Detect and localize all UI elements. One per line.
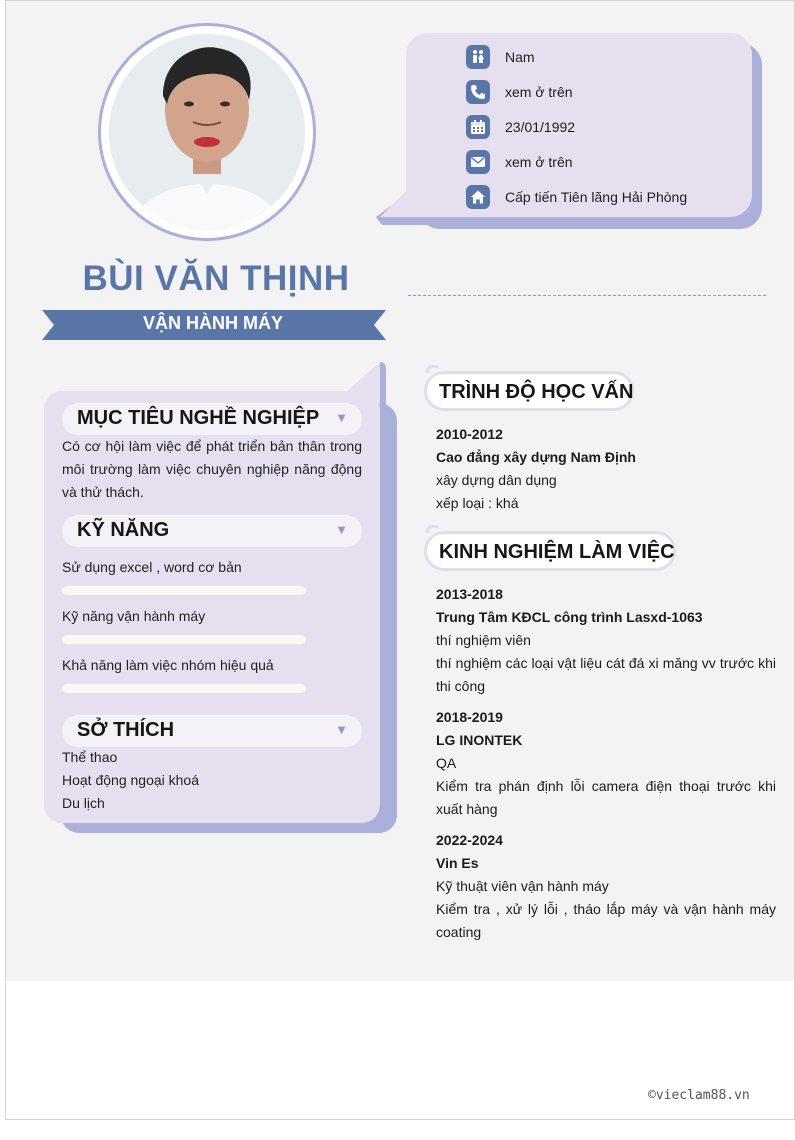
experience-company: LG INONTEK [436,732,523,748]
hobby-item: Thể thao [62,749,118,765]
phone-value: xem ở trên [505,84,573,100]
mail-icon [466,150,490,174]
skill-name: Kỹ năng vận hành máy [62,608,206,624]
objective-text: Có cơ hội làm việc để phát triển bản thân trong môi trường làm việc chuyên nghiệp năng động và thử thách. [62,438,362,500]
gender-icon [466,45,490,69]
experience-role: QA [436,755,457,771]
experience-company: Vin Es [436,855,479,871]
skill-bar [62,586,306,595]
gender-value: Nam [505,49,535,65]
skill-bar [62,684,306,693]
experience-description: Kiểm tra phán định lỗi camera điện thoại trước khi xuất hàng [436,778,776,817]
experience-period: 2018-2019 [436,709,503,725]
skill-name: Sử dụng excel , word cơ bản [62,559,242,575]
hobbies-header [62,715,362,747]
address-value: Cấp tiến Tiên lãng Hải Phòng [505,189,688,205]
experience-title: KINH NGHIỆM LÀM VIỆC [439,541,675,563]
triangle-down-icon: ▼ [335,410,348,425]
education-grade: xếp loại : khá [436,495,519,511]
calendar-icon [466,115,490,139]
avatar [109,34,305,230]
birthday-value: 23/01/1992 [505,119,576,135]
experience-period: 2013-2018 [436,586,503,602]
home-icon [466,185,490,209]
phone-icon [466,80,490,104]
skill-name: Khả năng làm việc nhóm hiệu quả [62,657,274,673]
candidate-name: BÙI VĂN THỊNH [82,259,350,298]
contact-address [466,185,687,209]
contact-gender [466,45,535,69]
position-title: VẬN HÀNH MÁY [142,313,283,333]
watermark: ©vieclam88.vn [648,1088,750,1103]
cv-page [5,0,795,1120]
hobbies-title: SỞ THÍCH [77,719,175,741]
objective-title: MỤC TIÊU NGHỀ NGHIỆP [77,407,320,429]
education-header [424,371,634,411]
objective-header [62,403,362,435]
contact-email [466,150,573,174]
hobby-item: Hoạt động ngoại khoá [62,772,199,788]
hobby-item: Du lịch [62,795,105,811]
triangle-down-icon: ▼ [335,722,348,737]
email-value: xem ở trên [505,154,573,170]
experience-description: thí nghiệm các loại vật liệu cát đá xi măng vv trước khi thi công [436,655,776,694]
experience-description: Kiểm tra , xử lý lỗi , tháo lắp máy và vận hành máy coating [436,901,776,940]
avatar-frame [98,23,316,241]
experience-company: Trung Tâm KĐCL công trình Lasxd-1063 [436,609,703,625]
contact-phone [466,80,573,104]
education-period: 2010-2012 [436,426,503,442]
education-major: xây dựng dân dụng [436,472,557,488]
cv-paper [6,1,794,981]
skills-title: KỸ NĂNG [77,519,170,541]
experience-role: Kỹ thuật viên vận hành máy [436,878,609,894]
triangle-down-icon: ▼ [335,522,348,537]
skills-header [62,515,362,547]
experience-header [424,531,676,571]
experience-period: 2022-2024 [436,832,503,848]
skill-bar [62,635,306,644]
experience-role: thí nghiệm viên [436,632,531,648]
education-school: Cao đẳng xây dựng Nam Định [436,449,636,465]
education-title: TRÌNH ĐỘ HỌC VẤN [439,381,634,403]
dashed-divider [408,295,766,296]
contact-birthday [466,115,575,139]
